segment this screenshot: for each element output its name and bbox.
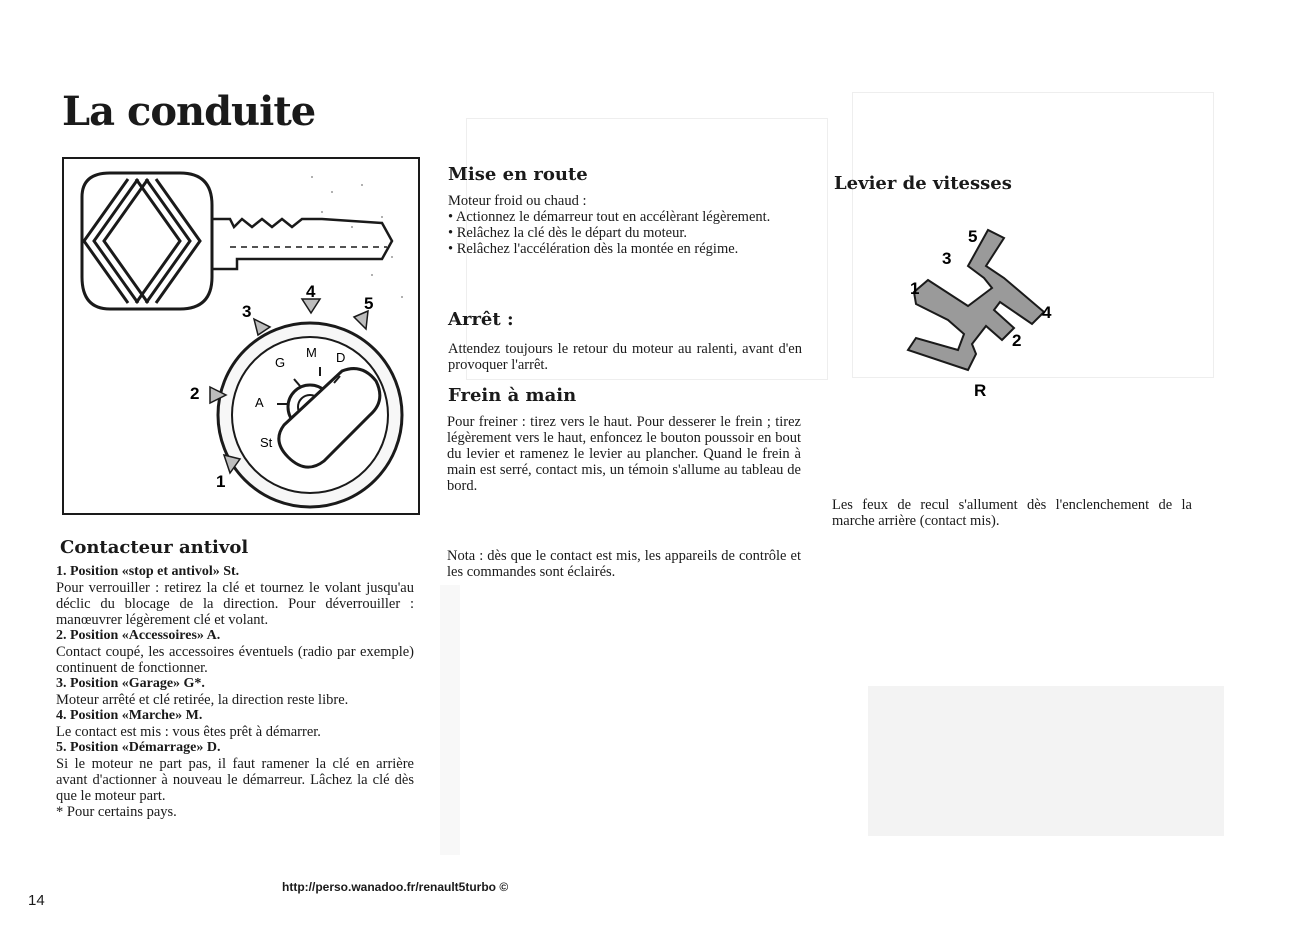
gear-5: 5 xyxy=(968,227,978,246)
antivol-item-head: 4. Position «Marche» M. xyxy=(56,708,203,723)
gear-1: 1 xyxy=(910,279,920,298)
gear-r: R xyxy=(974,381,987,400)
antivol-item-head: 1. Position «stop et antivol» St. xyxy=(56,564,240,579)
ghost-block-right xyxy=(868,686,1224,836)
label-position-4: 4 xyxy=(306,282,316,301)
frein-heading: Frein à main xyxy=(448,385,577,406)
arret-heading: Arrêt : xyxy=(448,309,514,330)
mise-en-route-bullet: • Actionnez le démarreur tout en accélèrant légèrement. xyxy=(448,209,771,225)
antivol-item-head: 5. Position «Démarrage» D. xyxy=(56,740,221,755)
key-illustration xyxy=(62,157,420,515)
antivol-item-head: 3. Position «Garage» G*. xyxy=(56,676,205,691)
mise-en-route-bullet: • Relâchez la clé dès le départ du moteur. xyxy=(448,225,687,241)
page-number: 14 xyxy=(28,892,45,909)
antivol-item-5 xyxy=(56,740,414,804)
frein-text: Pour freiner : tirez vers le haut. Pour desserer le frein ; tirez légèrement vers le haut, enfoncez le bouton poussoir en bout du levier et ramenez le levier au plancher. Quand le frein à main est serré, contact mis, un témoin s'allume au tableau de bord. xyxy=(447,414,801,494)
antivol-item-4 xyxy=(56,708,414,740)
antivol-item-text: Pour verrouiller : retirez la clé et tournez le volant jusqu'au déclic du blocage de la direction. Pour déverrouiller : manœuvrer légèrement clé et volant. xyxy=(56,580,414,628)
ghost-block-middle xyxy=(440,585,460,855)
mise-en-route-body xyxy=(448,193,802,257)
ring-g: G xyxy=(275,355,286,370)
antivol-list xyxy=(56,564,414,820)
ring-a: A xyxy=(255,395,264,410)
antivol-item-text: Si le moteur ne part pas, il faut ramener la clé en arrière avant d'actionner à nouveau le démarreur. Lâchez la clé dès que le moteur part. xyxy=(56,756,414,804)
arret-text: Attendez toujours le retour du moteur au ralenti, avant d'en provoquer l'arrêt. xyxy=(448,341,802,373)
nota-text: Nota : dès que le contact est mis, les appareils de contrôle et les commandes sont éclairés. xyxy=(447,548,801,580)
antivol-item-2 xyxy=(56,628,414,676)
gear-3: 3 xyxy=(942,249,952,268)
label-position-5: 5 xyxy=(364,294,374,313)
gear-shift-diagram xyxy=(896,222,1086,406)
mise-en-route-heading: Mise en route xyxy=(448,164,588,185)
mise-en-route-bullet: • Relâchez l'accélération dès la montée en régime. xyxy=(448,241,739,257)
levier-text: Les feux de recul s'allument dès l'enclenchement de la marche arrière (contact mis). xyxy=(832,497,1192,529)
antivol-item-text: Moteur arrêté et clé retirée, la direction reste libre. xyxy=(56,692,349,708)
gear-pattern-shape xyxy=(908,230,1044,370)
antivol-item-1 xyxy=(56,564,414,628)
antivol-item-text: Le contact est mis : vous êtes prêt à démarrer. xyxy=(56,724,321,740)
mise-en-route-intro: Moteur froid ou chaud : xyxy=(448,193,587,209)
page-title: La conduite xyxy=(62,88,316,135)
antivol-heading: Contacteur antivol xyxy=(60,537,249,558)
antivol-item-head: 2. Position «Accessoires» A. xyxy=(56,628,221,643)
ring-d: D xyxy=(336,350,346,365)
footnote: * Pour certains pays. xyxy=(56,804,177,820)
gear-2: 2 xyxy=(1012,331,1022,350)
antivol-item-3 xyxy=(56,676,414,708)
levier-heading: Levier de vitesses xyxy=(834,173,1012,194)
label-position-1: 1 xyxy=(216,472,226,491)
ring-m: M xyxy=(306,345,317,360)
label-position-3: 3 xyxy=(242,302,252,321)
footer-url: http://perso.wanadoo.fr/renault5turbo © xyxy=(282,880,509,894)
antivol-item-text: Contact coupé, les accessoires éventuels (radio par exemple) continuent de fonctionner. xyxy=(56,644,414,676)
gear-4: 4 xyxy=(1042,303,1052,322)
ring-st: St xyxy=(260,435,273,450)
label-position-2: 2 xyxy=(190,384,200,403)
